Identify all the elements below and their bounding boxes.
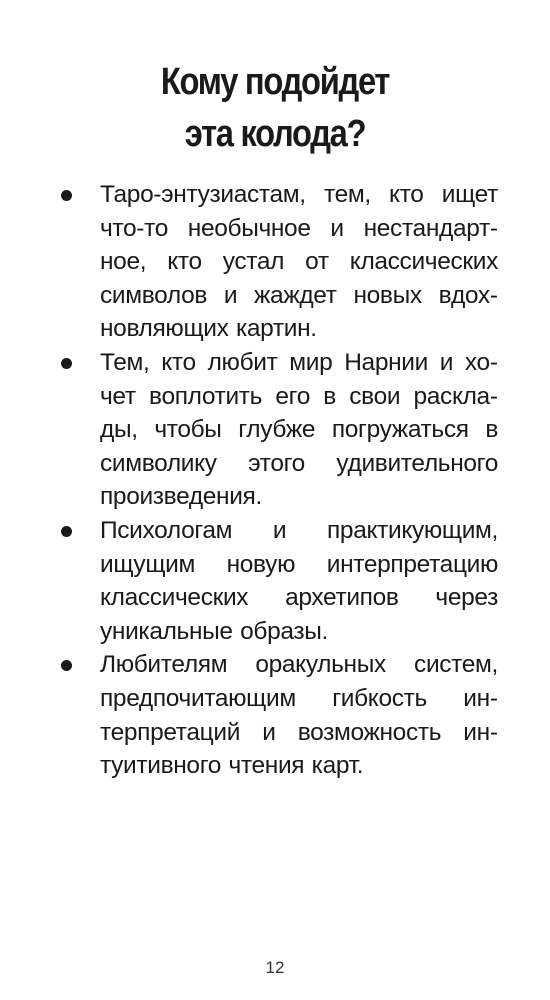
bullet-list (52, 178, 498, 783)
list-item-text: Психологам и практикующим, ищущим новую интерпретацию классических архетипов через уникальные образы. (100, 516, 498, 645)
page-number: 12 (265, 958, 285, 977)
bullet-icon (61, 190, 72, 201)
list-item (52, 346, 498, 514)
bullet-icon (61, 660, 72, 671)
list-item (52, 514, 498, 648)
list-item (52, 648, 498, 782)
bullet-icon (61, 358, 72, 369)
title-line-1: Кому подойдет (160, 61, 390, 103)
list-item-text: Тем, кто любит мир Нарнии и хочет воплотить его в свои расклады, чтобы глубже погружаться в символику этого удивительного произведения. (100, 348, 498, 511)
bullet-icon (61, 526, 72, 537)
title-line-2: эта колода? (184, 113, 366, 155)
list-item-text: Таро-энтузиастам, тем, кто ищет что-то необычное и нестандартное, кто устал от классических символов и жаждет новых вдохновляющих картин. (100, 181, 498, 343)
list-item-text: Любителям оракульных систем, предпочитающим гибкость интерпретаций и возможность интуитивного чтения карт. (100, 651, 498, 780)
page-title (39, 56, 512, 160)
list-item (52, 178, 498, 346)
